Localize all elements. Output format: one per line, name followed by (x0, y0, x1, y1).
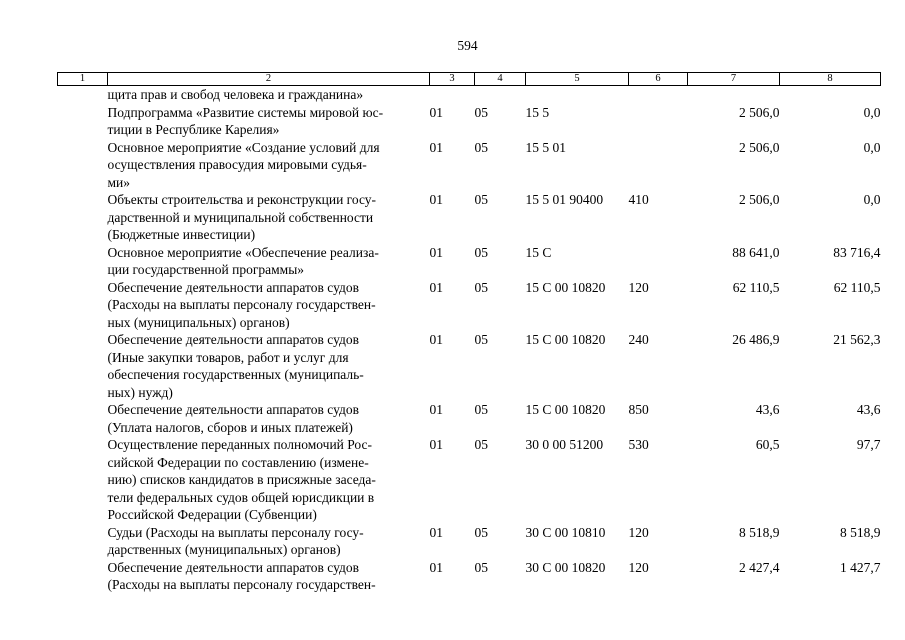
target-article-code: 30 С 00 10810 (525, 524, 606, 540)
table-row (58, 104, 881, 139)
amount-col-8: 62 110,5 (833, 279, 881, 295)
expense-name: Обеспечение деятельности аппаратов судов (Иные закупки товаров, работ и услуг для обеспечения государственных (муниципаль- ных) нужд) (107, 332, 364, 400)
row-number-cell (58, 331, 108, 401)
amount-col-7: 26 486,9 (732, 332, 780, 347)
target-article-code (526, 86, 629, 104)
target-article-code: 15 С 00 10820 (525, 402, 606, 417)
expense-name: Основное мероприятие «Создание условий для осуществления правосудия мировыми судья- ми» (107, 139, 380, 190)
amount-col-8: 21 562,3 (833, 332, 881, 347)
target-article-code: 15 5 01 (525, 139, 566, 155)
subsection-code: 05 (474, 332, 488, 347)
section-code (430, 86, 475, 104)
amount-col-7 (688, 86, 780, 104)
expense-name: Подпрограмма «Развитие системы мировой юс- тиции в Республике Карелия» (107, 104, 384, 137)
expense-name: Обеспечение деятельности аппаратов судов (Расходы на выплаты персоналу государствен- (107, 559, 376, 592)
table-row (58, 524, 881, 559)
table-row (58, 331, 881, 401)
amount-col-8: 43,6 (856, 402, 881, 417)
row-number-cell (58, 191, 108, 244)
table-row (58, 401, 881, 436)
target-article-code: 15 С 00 10820 (525, 279, 606, 295)
expense-name: Судьи (Расходы на выплаты персоналу госу- дарственных (муниципальных) органов) (107, 524, 364, 557)
row-number-cell (58, 279, 108, 332)
expense-type-code: 530 (628, 437, 649, 452)
amount-col-7: 2 506,0 (739, 104, 780, 120)
expense-type-code: 240 (628, 332, 649, 347)
amount-col-7: 62 110,5 (732, 279, 780, 295)
table-row (58, 244, 881, 279)
amount-col-8 (780, 86, 881, 104)
expense-name: Основное мероприятие «Обеспечение реализа- ции государственной программы» (107, 244, 379, 277)
section-code: 01 (429, 402, 443, 417)
column-header: 1 (58, 73, 108, 86)
amount-col-8: 97,7 (856, 437, 881, 452)
row-number-cell (58, 244, 108, 279)
column-header: 6 (629, 73, 688, 86)
amount-col-7: 2 506,0 (739, 139, 780, 155)
section-code: 01 (429, 244, 443, 260)
section-code: 01 (429, 104, 443, 120)
expense-type-code (629, 104, 688, 139)
amount-col-7: 88 641,0 (732, 244, 780, 260)
row-number-cell (58, 436, 108, 524)
expense-name: Осуществление переданных полномочий Рос- сийской Федерации по составлению (измене- нию) списков кандидатов в присяжные заседа- тели федеральных судов общей юрисдикции в Российской Федерации (Субвенции) (107, 437, 376, 522)
section-code: 01 (429, 139, 443, 155)
row-number-cell (58, 86, 108, 104)
column-header: 2 (108, 73, 430, 86)
expense-type-code (629, 139, 688, 192)
table-row (58, 436, 881, 524)
subsection-code: 05 (474, 244, 488, 260)
expense-name: Обеспечение деятельности аппаратов судов (Расходы на выплаты персоналу государствен- ных (муниципальных) органов) (107, 279, 376, 330)
section-code: 01 (429, 524, 443, 540)
target-article-code: 30 0 00 51200 (525, 437, 604, 452)
table-row (58, 559, 881, 594)
target-article-code: 15 5 (525, 104, 550, 120)
row-number-cell (58, 104, 108, 139)
column-header: 5 (526, 73, 629, 86)
budget-table (57, 72, 881, 594)
amount-col-7: 60,5 (755, 437, 780, 452)
subsection-code: 05 (474, 559, 488, 575)
amount-col-8: 0,0 (863, 139, 881, 155)
amount-col-8: 0,0 (863, 192, 881, 207)
amount-col-8: 83 716,4 (833, 244, 881, 260)
amount-col-7: 2 506,0 (739, 192, 780, 207)
subsection-code: 05 (474, 279, 488, 295)
row-number-cell (58, 559, 108, 594)
expense-type-code: 410 (628, 192, 649, 207)
table-row (58, 279, 881, 332)
subsection-code: 05 (474, 437, 488, 452)
column-header: 8 (780, 73, 881, 86)
section-code: 01 (429, 192, 443, 207)
expense-type-code (629, 244, 688, 279)
table-row (58, 86, 881, 104)
section-code: 01 (429, 332, 443, 347)
target-article-code: 30 С 00 10820 (525, 559, 606, 575)
amount-col-8: 8 518,9 (840, 524, 881, 540)
subsection-code: 05 (474, 192, 488, 207)
section-code: 01 (429, 279, 443, 295)
section-code: 01 (429, 437, 443, 452)
amount-col-8: 1 427,7 (840, 559, 881, 575)
amount-col-7: 43,6 (755, 402, 780, 417)
amount-col-7: 2 427,4 (739, 559, 780, 575)
subsection-code (475, 86, 526, 104)
row-number-cell (58, 524, 108, 559)
subsection-code: 05 (474, 104, 488, 120)
subsection-code: 05 (474, 524, 488, 540)
amount-col-8: 0,0 (863, 104, 881, 120)
amount-col-7: 8 518,9 (739, 524, 780, 540)
subsection-code: 05 (474, 139, 488, 155)
row-number-cell (58, 139, 108, 192)
table-header-row (58, 73, 881, 86)
column-header: 7 (688, 73, 780, 86)
target-article-code: 15 С 00 10820 (525, 332, 606, 347)
expense-type-code: 120 (628, 524, 649, 540)
target-article-code: 15 С (525, 244, 552, 260)
expense-type-code: 120 (628, 279, 649, 295)
expense-name: Объекты строительства и реконструкции госу- дарственной и муниципальной собственности (Бюджетные инвестиции) (107, 192, 377, 242)
expense-type-code: 120 (628, 559, 649, 575)
expense-name: щита прав и свобод человека и гражданина» (107, 87, 364, 102)
page-number: 594 (457, 38, 478, 53)
column-header: 4 (475, 73, 526, 86)
expense-name: Обеспечение деятельности аппаратов судов (Уплата налогов, сборов и иных платежей) (107, 402, 359, 435)
table-row (58, 191, 881, 244)
expense-type-code: 850 (628, 402, 649, 417)
section-code: 01 (429, 559, 443, 575)
target-article-code: 15 5 01 90400 (525, 192, 604, 207)
table-row (58, 139, 881, 192)
expense-type-code (629, 86, 688, 104)
row-number-cell (58, 401, 108, 436)
subsection-code: 05 (474, 402, 488, 417)
column-header: 3 (430, 73, 475, 86)
